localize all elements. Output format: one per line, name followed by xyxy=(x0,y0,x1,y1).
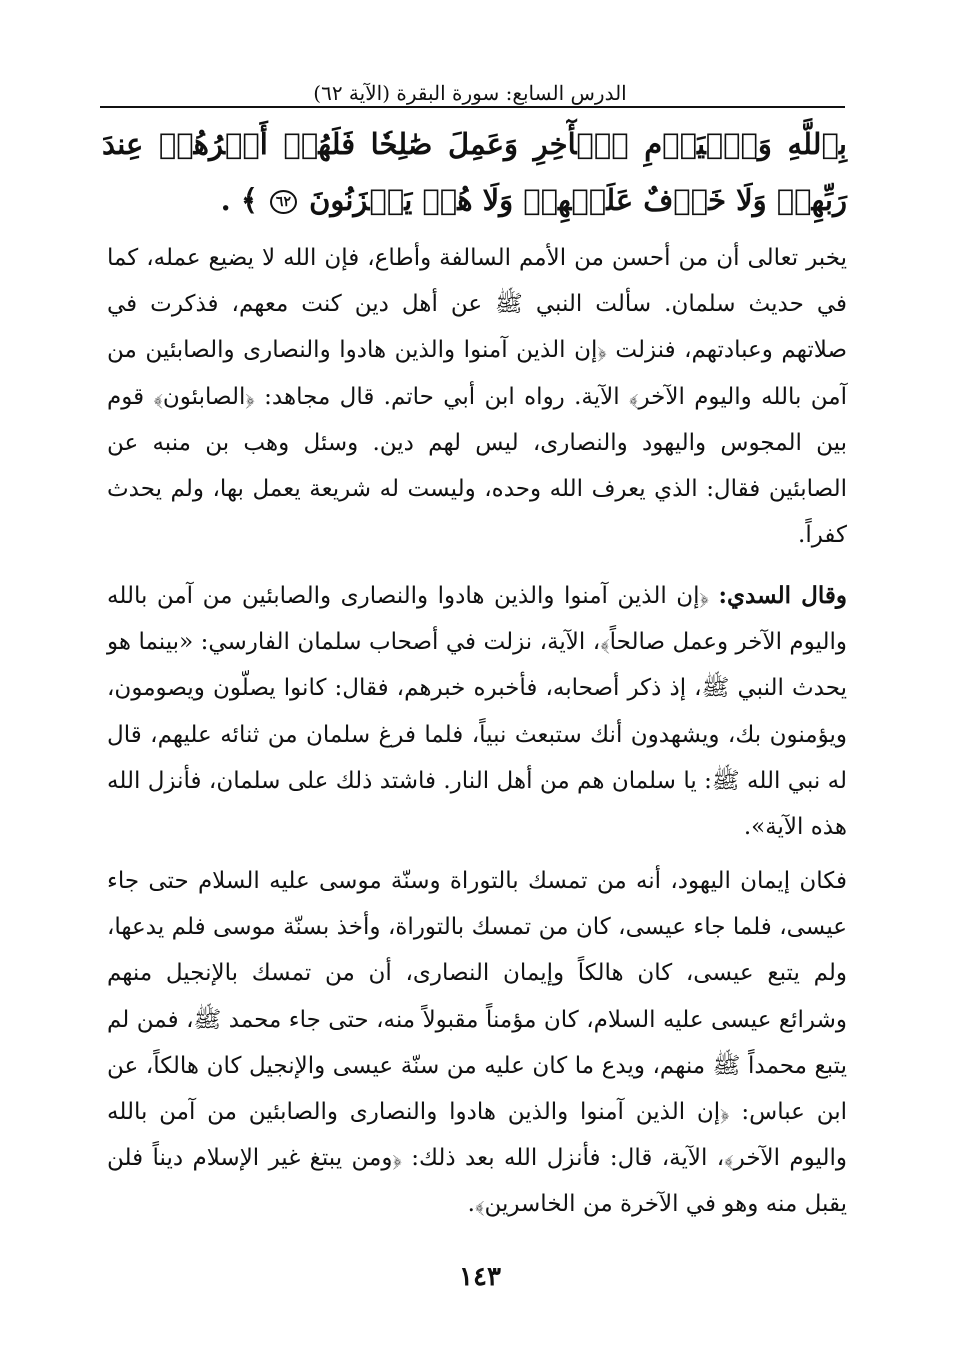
paragraph-2 xyxy=(107,573,847,850)
ayah-number-marker: ٦٢ xyxy=(270,190,297,214)
running-header: الدرس السابع: سورة البقرة (الآية ٦٢) xyxy=(313,81,627,105)
page-number: ١٤٣ xyxy=(459,1262,501,1292)
paragraph-3: فكان إيمان اليهود، أنه من تمسك بالتوراة وسنّة موسى عليه السلام حتى جاء عيسى، فلما جاء عيسى، كان من تمسك بالتوراة، وأخذ بسنّة موسى فلم يدعها، ولم يتبع عيسى، كان هالكاً وإيمان النصارى، أن من تمسك بالإنجيل منهم وشرائع عيسى عليه السلام، كان مؤمناً مقبولاً منه، حتى جاء محمد ﷺ، فمن لم يتبع محمداً ﷺ منهم، ويدع ما كان عليه من سنّة عيسى والإنجيل كان هالكاً، عن ابن عباس: ﴿إن الذين آمنوا والذين هادوا والنصارى والصابئين من آمن بالله واليوم الآخر﴾، الآية، قال: فأنزل الله بعد ذلك: ﴿ومن يبتغ غير الإسلام ديناً فلن يقبل منه وهو في الآخرة من الخاسرين﴾. xyxy=(107,868,847,1218)
verse-closing: ﴾ . xyxy=(220,183,258,217)
paragraph-2-lead: وقال السدي: xyxy=(718,582,847,609)
header-rule xyxy=(100,106,845,108)
paragraph-2-text: ﴿إن الذين آمنوا والذين هادوا والنصارى والصابئين من آمن بالله واليوم الآخر وعمل صالحاً﴾، الآية، نزلت في أصحاب سلمان الفارسي: «بينما هو يحدث النبي ﷺ، إذ ذكر أصحابه، فأخبره خبرهم، فقال: كانوا يصلّون ويصومون، ويؤمنون بك، ويشهدون أنك ستبعث نبياً، فلما فرغ سلمان من ثنائه عليهم، قال له نبي الله ﷺ: يا سلمان هم من أهل النار. فاشتد ذلك على سلمان، فأنزل الله هذه الآية». xyxy=(107,583,847,841)
quran-verse xyxy=(102,116,847,228)
verse-text: بِٱللَّهِ وَٱلۡيَوۡمِ ٱلۡأٓخِرِ وَعَمِلَ صَٰلِحٗا فَلَهُمۡ أَجۡرُهُمۡ عِندَ رَبِّهِمۡ وَلَا خَوۡفٌ عَلَيۡهِمۡ وَلَا هُمۡ يَحۡزَنُونَ xyxy=(102,127,847,217)
paragraph-1: يخبر تعالى أن من أحسن من الأمم السالفة وأطاع، فإن الله لا يضيع عمله، كما في حديث سلمان. سألت النبي ﷺ عن أهل دين كنت معهم، فذكرت في صلاتهم وعبادتهم، فنزلت ﴿إن الذين آمنوا والذين هادوا والنصارى والصابئين من آمن بالله واليوم الآخر﴾ الآية. رواه ابن أبي حاتم. قال مجاهد: ﴿الصابئون﴾ قوم بين المجوس واليهود والنصارى، ليس لهم دين. وسئل وهب بن منبه عن الصابئين فقال: الذي يعرف الله وحده، وليست له شريعة يعمل بها، ولم يحدث كفراً. xyxy=(107,245,847,549)
